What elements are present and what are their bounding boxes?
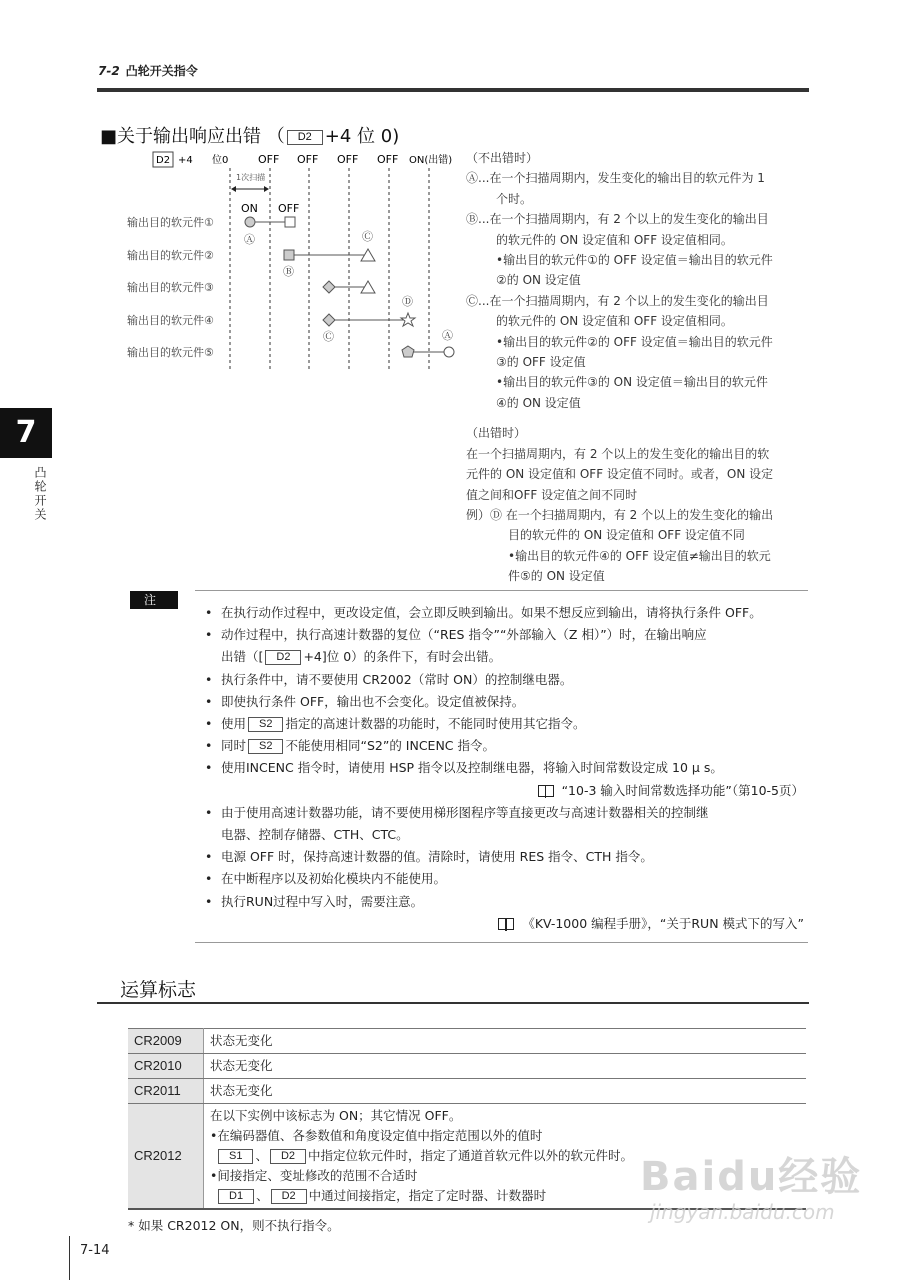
note-item-cont: 电器、控制存储器、CTH、CTC。 (221, 827, 409, 843)
operand-box: S2 (248, 739, 283, 754)
note-item: • 由于使用高速计数器功能，请不要使用梯形图程序等直接更改与高速计数器相关的控制继 (205, 802, 810, 824)
operand-box: S2 (248, 717, 283, 732)
reference-link: “10-3 输入时间常数选择功能”（第10-5页） (561, 782, 804, 798)
row-label: 输出目的软元件④ (127, 314, 214, 327)
explanation-text (466, 148, 806, 587)
operand-box: D1 (218, 1189, 254, 1204)
text-line: •输出目的软元件②的 OFF 设定值＝输出目的软元件 (496, 334, 773, 349)
text: 同时 (221, 738, 247, 754)
circle-mark (245, 217, 255, 227)
diamond-mark (323, 281, 335, 293)
text-line: 个时。 (496, 191, 533, 206)
footnote: * 如果 CR2012 ON，则不执行指令。 (128, 1218, 340, 1233)
mark-d: Ⓓ (402, 295, 413, 308)
diamond-mark (323, 314, 335, 326)
text-line: 的软元件的 ON 设定值和 OFF 设定值相同。 (496, 314, 733, 329)
row-label: 输出目的软元件② (127, 249, 214, 262)
diagram-offset: +4 (178, 155, 193, 166)
note-item: • 执行RUN过程中写入时，需要注意。 (205, 891, 810, 913)
flag-value: 状态无变化 (204, 1054, 807, 1079)
col-label: ON(出错) (409, 155, 453, 166)
mark-b: Ⓑ (283, 265, 294, 278)
watermark-logo: Baidu经验 (640, 1154, 863, 1200)
mark-a: Ⓐ (442, 329, 453, 342)
text-line: 在以下实例中该标志为 ON；其它情况 OFF。 (210, 1108, 462, 1123)
col-label: OFF (377, 153, 399, 166)
note-tag: 注 (130, 591, 178, 609)
book-icon (498, 918, 514, 930)
text-line: 值之间和OFF 设定值之间不同时 (466, 487, 638, 502)
watermark-url: jingyan.baidu.com (650, 1200, 835, 1224)
text: 、 (256, 1188, 269, 1203)
chapter-tab: 7 (0, 408, 52, 458)
diagram-operand: D2 (156, 155, 171, 166)
text-line: •间接指定、变址修改的范围不合适时 (210, 1168, 418, 1183)
book-icon (538, 785, 554, 797)
text: 不能使用相同“S2”的 INCENC 指令。 (285, 738, 496, 754)
operand-box: D2 (287, 130, 323, 145)
text-line: 例）Ⓓ 在一个扫描周期内，有 2 个以上的发生变化的输出 (466, 507, 774, 522)
note-item (205, 713, 810, 735)
chapter-tab-label: 凸轮开关 (33, 466, 47, 522)
text: 、 (255, 1148, 268, 1163)
text: +4]位 0）的条件下，有时会出错。 (303, 649, 502, 665)
col-label: OFF (258, 153, 280, 166)
page-number: 7-14 (80, 1243, 110, 1258)
flag-key: CR2009 (128, 1029, 204, 1054)
col-label: OFF (297, 153, 319, 166)
row-label: 输出目的软元件⑤ (127, 346, 214, 359)
text-line: 在一个扫描周期内，有 2 个以上的发生变化的输出目的软 (466, 446, 770, 461)
section-rule (97, 1002, 809, 1004)
flag-key: CR2011 (128, 1079, 204, 1104)
flag-key: CR2010 (128, 1054, 204, 1079)
square-mark (284, 250, 294, 260)
text-line: 件⑤的 ON 设定值 (508, 569, 605, 584)
title-text: ■关于输出响应出错 （ (100, 126, 285, 147)
scan-label: 1次扫描 (236, 173, 266, 182)
table-row (128, 1054, 806, 1079)
text-line: •在编码器值、各参数值和角度设定值中指定范围以外的值时 (210, 1128, 543, 1143)
note-item (205, 735, 810, 757)
reference (205, 780, 810, 802)
col-label: OFF (337, 153, 359, 166)
note-item: • 即使执行条件 OFF，输出也不会变化。设定值被保持。 (205, 691, 810, 713)
operand-box: D2 (270, 1149, 306, 1164)
note-item-cont (205, 646, 810, 668)
text-line: 元件的 ON 设定值和 OFF 设定值不同时。或者，ON 设定 (466, 467, 774, 482)
off-label: OFF (278, 202, 300, 215)
text-line: ③的 OFF 设定值 (496, 355, 586, 370)
text-line: Ⓑ...在一个扫描周期内，有 2 个以上的发生变化的输出目 (466, 212, 769, 227)
text: 中通过间接指定，指定了定时器、计数器时 (308, 1188, 547, 1203)
note-item: • 在中断程序以及初始化模块内不能使用。 (205, 868, 810, 890)
mark-c: Ⓒ (323, 330, 334, 343)
text-line: 目的软元件的 ON 设定值和 OFF 设定值不同 (508, 528, 745, 543)
note-item: • 使用INCENC 指令时，请使用 HSP 指令以及控制继电器，将输入时间常数设定成 10 μ s。 (205, 757, 810, 779)
notes-list (205, 602, 810, 935)
text-line: ②的 ON 设定值 (496, 273, 581, 288)
table-row (128, 1029, 806, 1054)
no-error-heading: （不出错时） (466, 151, 539, 165)
mark-a: Ⓐ (244, 233, 255, 246)
error-heading: （出错时） (466, 426, 527, 441)
text-line: 的软元件的 ON 设定值和 OFF 设定值相同。 (496, 232, 733, 247)
note-item: • 在执行动作过程中，更改设定值，会立即反映到输出。如果不想反应到输出，请将执行条件 OFF。 (205, 602, 810, 624)
note-item: • 执行条件中，请不要使用 CR2002（常时 ON）的控制继电器。 (205, 669, 810, 691)
flag-value: 状态无变化 (204, 1079, 807, 1104)
row-label: 输出目的软元件③ (127, 281, 214, 294)
divider (195, 942, 808, 943)
title-text-suffix: +4 位 0) (324, 126, 400, 147)
timing-diagram (0, 0, 470, 380)
reference (205, 913, 810, 935)
text-line: ④的 ON 设定值 (496, 395, 581, 410)
operand-box: D2 (265, 650, 301, 665)
square-mark (285, 217, 295, 227)
chapter-title: 凸轮开关指令 (125, 64, 198, 78)
on-label: ON (241, 202, 258, 215)
operand-box: D2 (271, 1189, 307, 1204)
text-line: •输出目的软元件③的 ON 设定值＝输出目的软元件 (496, 375, 768, 390)
note-item: • 动作过程中，执行高速计数器的复位（“RES 指令”“外部输入（Z 相）”）时，在输出响应 (205, 624, 810, 646)
flag-value: 状态无变化 (204, 1029, 807, 1054)
mark-c: Ⓒ (362, 230, 373, 243)
section-heading: 运算标志 (120, 979, 197, 1001)
chapter-number: 7-2 (98, 64, 120, 78)
operand-box: S1 (218, 1149, 253, 1164)
pentagon-mark (402, 346, 414, 357)
circle-mark (444, 347, 454, 357)
page-number-rule (69, 1236, 70, 1280)
text: 使用 (221, 716, 247, 732)
text-line: •输出目的软元件①的 OFF 设定值＝输出目的软元件 (496, 253, 773, 268)
scan-arrow (231, 186, 269, 192)
text-line: Ⓒ...在一个扫描周期内，有 2 个以上的发生变化的输出目 (466, 293, 769, 308)
row-label: 输出目的软元件① (127, 216, 214, 229)
text: 中指定位软元件时，指定了通道首软元件以外的软元件时。 (308, 1148, 634, 1163)
table-row (128, 1079, 806, 1104)
text-line: •输出目的软元件④的 OFF 设定值≠输出目的软元 (508, 548, 771, 563)
star-mark (401, 313, 415, 326)
text: 出错（[ (221, 649, 264, 665)
flag-key: CR2012 (128, 1104, 204, 1210)
note-item: • 电源 OFF 时，保持高速计数器的值。清除时，请使用 RES 指令、CTH 指令。 (205, 846, 810, 868)
diagram-bit: 位0 (212, 155, 229, 166)
text: 指定的高速计数器的功能时，不能同时使用其它指令。 (285, 716, 586, 732)
text-line: Ⓐ...在一个扫描周期内，发生变化的输出目的软元件为 1 (466, 171, 765, 186)
divider (195, 590, 808, 591)
reference-link: 《KV-1000 编程手册》，“关于RUN 模式下的写入” (522, 915, 804, 931)
